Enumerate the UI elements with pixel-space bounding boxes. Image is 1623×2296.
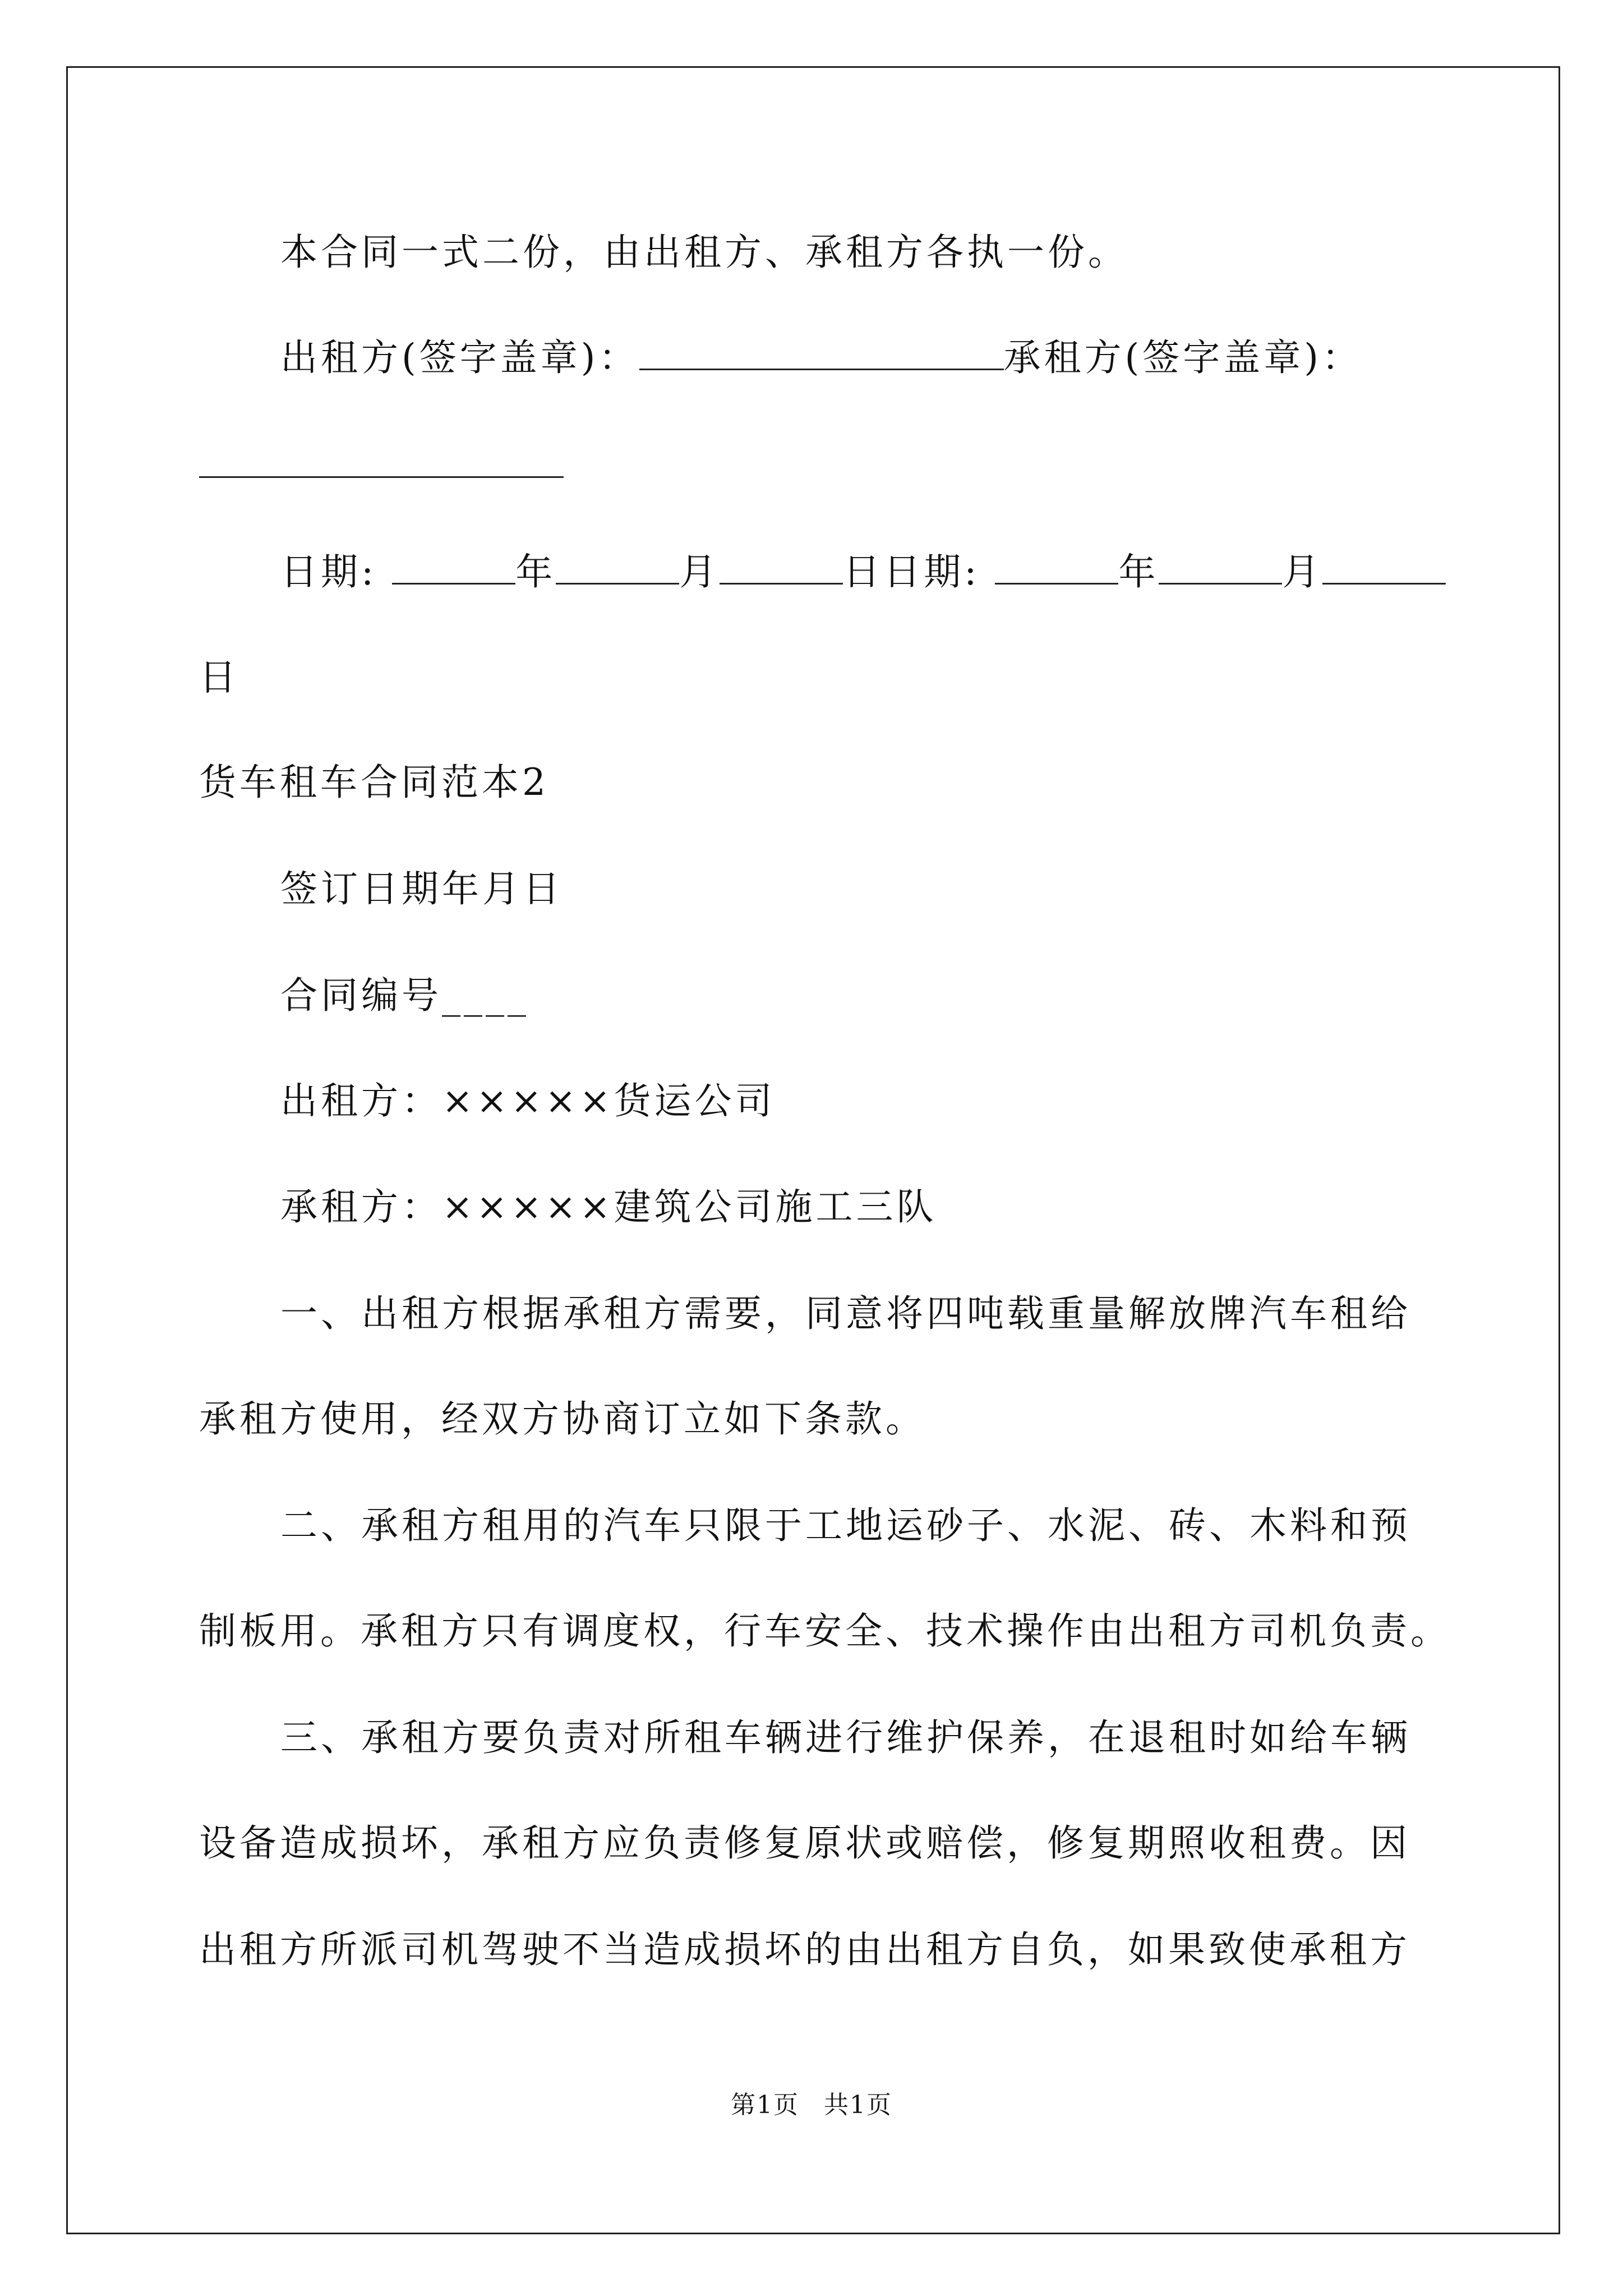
lessor-text: 出租方：×××××货运公司	[280, 1079, 776, 1122]
contract-heading	[199, 760, 549, 805]
sign-date-line	[280, 867, 563, 912]
clause-3-line-1	[280, 1715, 1411, 1760]
clause-2-text-2: 制板用。承租方只有调度权，行车安全、技术操作由出租方司机负责。	[199, 1609, 1451, 1653]
clause-3-line-2	[199, 1821, 1410, 1866]
lessor-signature-blank	[639, 337, 1004, 370]
copies-text: 本合同一式二份，由出租方、承租方各执一份。	[280, 231, 1128, 274]
date2-year-label: 年	[1118, 550, 1159, 593]
lessee-signature-label: 承租方(签字盖章)：	[1003, 336, 1362, 379]
clause-3-text-1: 三、承租方要负责对所租车辆进行维护保养，在退租时如给车辆	[280, 1716, 1411, 1759]
sign-date-text: 签订日期年月日	[280, 867, 563, 910]
page-total: 共1页	[824, 2091, 892, 2119]
date-line-continued	[199, 655, 239, 700]
date-year-label: 年	[515, 550, 556, 593]
page-border	[66, 66, 1560, 2234]
date-month-blank	[556, 551, 679, 585]
date2-year-blank	[995, 551, 1118, 585]
page-footer	[0, 2090, 1623, 2121]
clause-2-line-2	[199, 1609, 1451, 1654]
contract-title: 货车租车合同范本2	[199, 761, 549, 804]
paragraph-copies	[280, 230, 1128, 275]
clause-1-line-1	[280, 1291, 1411, 1336]
date-line	[280, 550, 1446, 595]
clause-1-line-2	[199, 1397, 926, 1442]
date-month-label: 月	[679, 550, 720, 593]
clause-3-text-2: 设备造成损坏，承租方应负责修复原状或赔偿，修复期照收租费。因	[199, 1821, 1410, 1865]
lessor-line	[280, 1079, 776, 1124]
date2-day-label: 日	[199, 656, 239, 699]
contract-number-line	[280, 973, 529, 1018]
date2-month-label: 月	[1282, 550, 1323, 593]
date2-month-blank	[1159, 551, 1282, 585]
contract-number-text: 合同编号____	[280, 974, 529, 1017]
signature-line	[280, 335, 1362, 380]
clause-2-line-1	[280, 1503, 1411, 1548]
date-day-date-label: 日日期:	[843, 550, 980, 593]
clause-3-line-3	[199, 1927, 1410, 1972]
date-label: 日期:	[280, 550, 377, 593]
date-year-blank	[392, 551, 515, 585]
clause-2-text-1: 二、承租方租用的汽车只限于工地运砂子、水泥、砖、木料和预	[280, 1504, 1411, 1547]
lessee-signature-blank	[199, 445, 564, 478]
clause-1-text-1: 一、出租方根据承租方需要，同意将四吨载重量解放牌汽车租给	[280, 1292, 1411, 1335]
clause-3-text-3: 出租方所派司机驾驶不当造成损坏的由出租方自负，如果致使承租方	[199, 1928, 1410, 1971]
lessor-signature-label: 出租方(签字盖章)：	[280, 336, 639, 379]
signature-blank-continued	[199, 443, 564, 488]
page-number: 第1页	[731, 2091, 799, 2119]
lessee-line	[280, 1185, 937, 1230]
clause-1-text-2: 承租方使用，经双方协商订立如下条款。	[199, 1397, 926, 1441]
lessee-text: 承租方：×××××建筑公司施工三队	[280, 1185, 937, 1228]
date-day-blank	[720, 551, 843, 585]
date2-day-blank	[1322, 551, 1446, 585]
